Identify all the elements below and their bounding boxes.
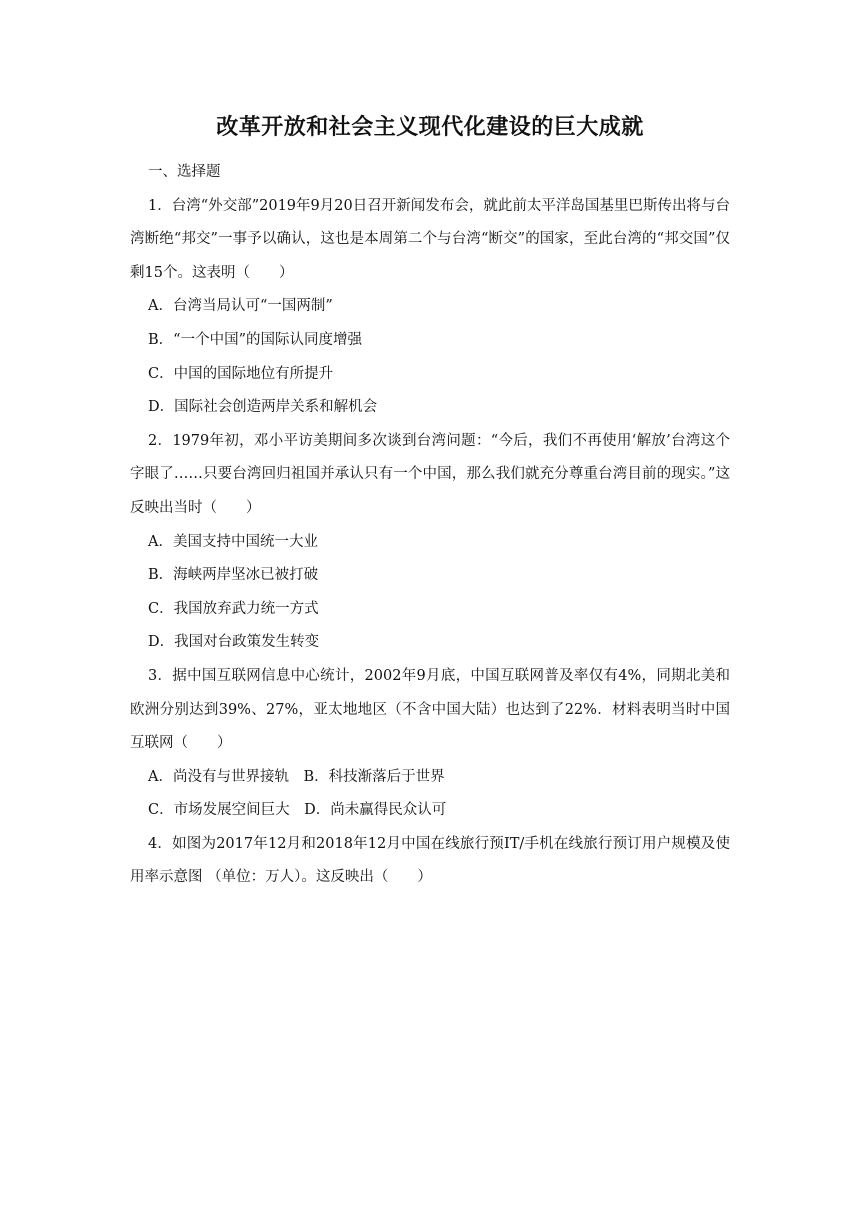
option-b: B．海峡两岸坚冰已被打破 [148,567,319,584]
question-3 [130,660,730,828]
option-a: A．台湾当局认可“一国两制” [148,298,333,315]
option-d: D．国际社会创造两岸关系和解机会 [148,399,378,416]
question-stem: 1．台湾“外交部”2019年9月20日召开新闻发布会，就此前太平洋岛国基里巴斯传出将与台湾断绝“邦交”一事予以确认，这也是本周第二个与台湾“断交”的国家，至此台湾的“邦交国”仅剩15个。这表明（ ） [130,197,730,281]
option-row-cd: C．市场发展空间巨大 D．尚未赢得民众认可 [148,802,447,819]
document-body [130,156,730,895]
question-4 [130,828,730,895]
question-stem: 4．如图为2017年12月和2018年12月中国在线旅行预IT/手机在线旅行预订用户规模及使用率示意图 （单位：万人）。这反映出（ ） [130,835,730,886]
option-b: B．“一个中国”的国际认同度增强 [148,331,362,348]
question-2 [130,425,730,660]
question-1 [130,190,730,425]
question-stem: 2．1979年初，邓小平访美期间多次谈到台湾问题：“今后，我们不再使用‘解放’台湾这个字眼了……只要台湾回归祖国并承认只有一个中国，那么我们就充分尊重台湾目前的现实。”这反映出当时（ ） [130,432,730,516]
section-heading: 一、选择题 [148,164,221,180]
option-row-ab: A．尚没有与世界接轨 B．科技渐落后于世界 [148,768,445,785]
page-title: 改革开放和社会主义现代化建设的巨大成就 [216,115,644,140]
option-a: A．美国支持中国统一大业 [148,533,318,550]
option-c: C．中国的国际地位有所提升 [148,365,334,382]
option-c: C．我国放弃武力统一方式 [148,600,319,617]
question-stem: 3．据中国互联网信息中心统计，2002年9月底，中国互联网普及率仅有4%，同期北美和欧洲分别达到39%、27%，亚太地地区（不含中国大陆）也达到了22%．材料表明当时中国互联网（ ） [130,667,730,752]
option-d: D．我国对台政策发生转变 [148,634,320,651]
